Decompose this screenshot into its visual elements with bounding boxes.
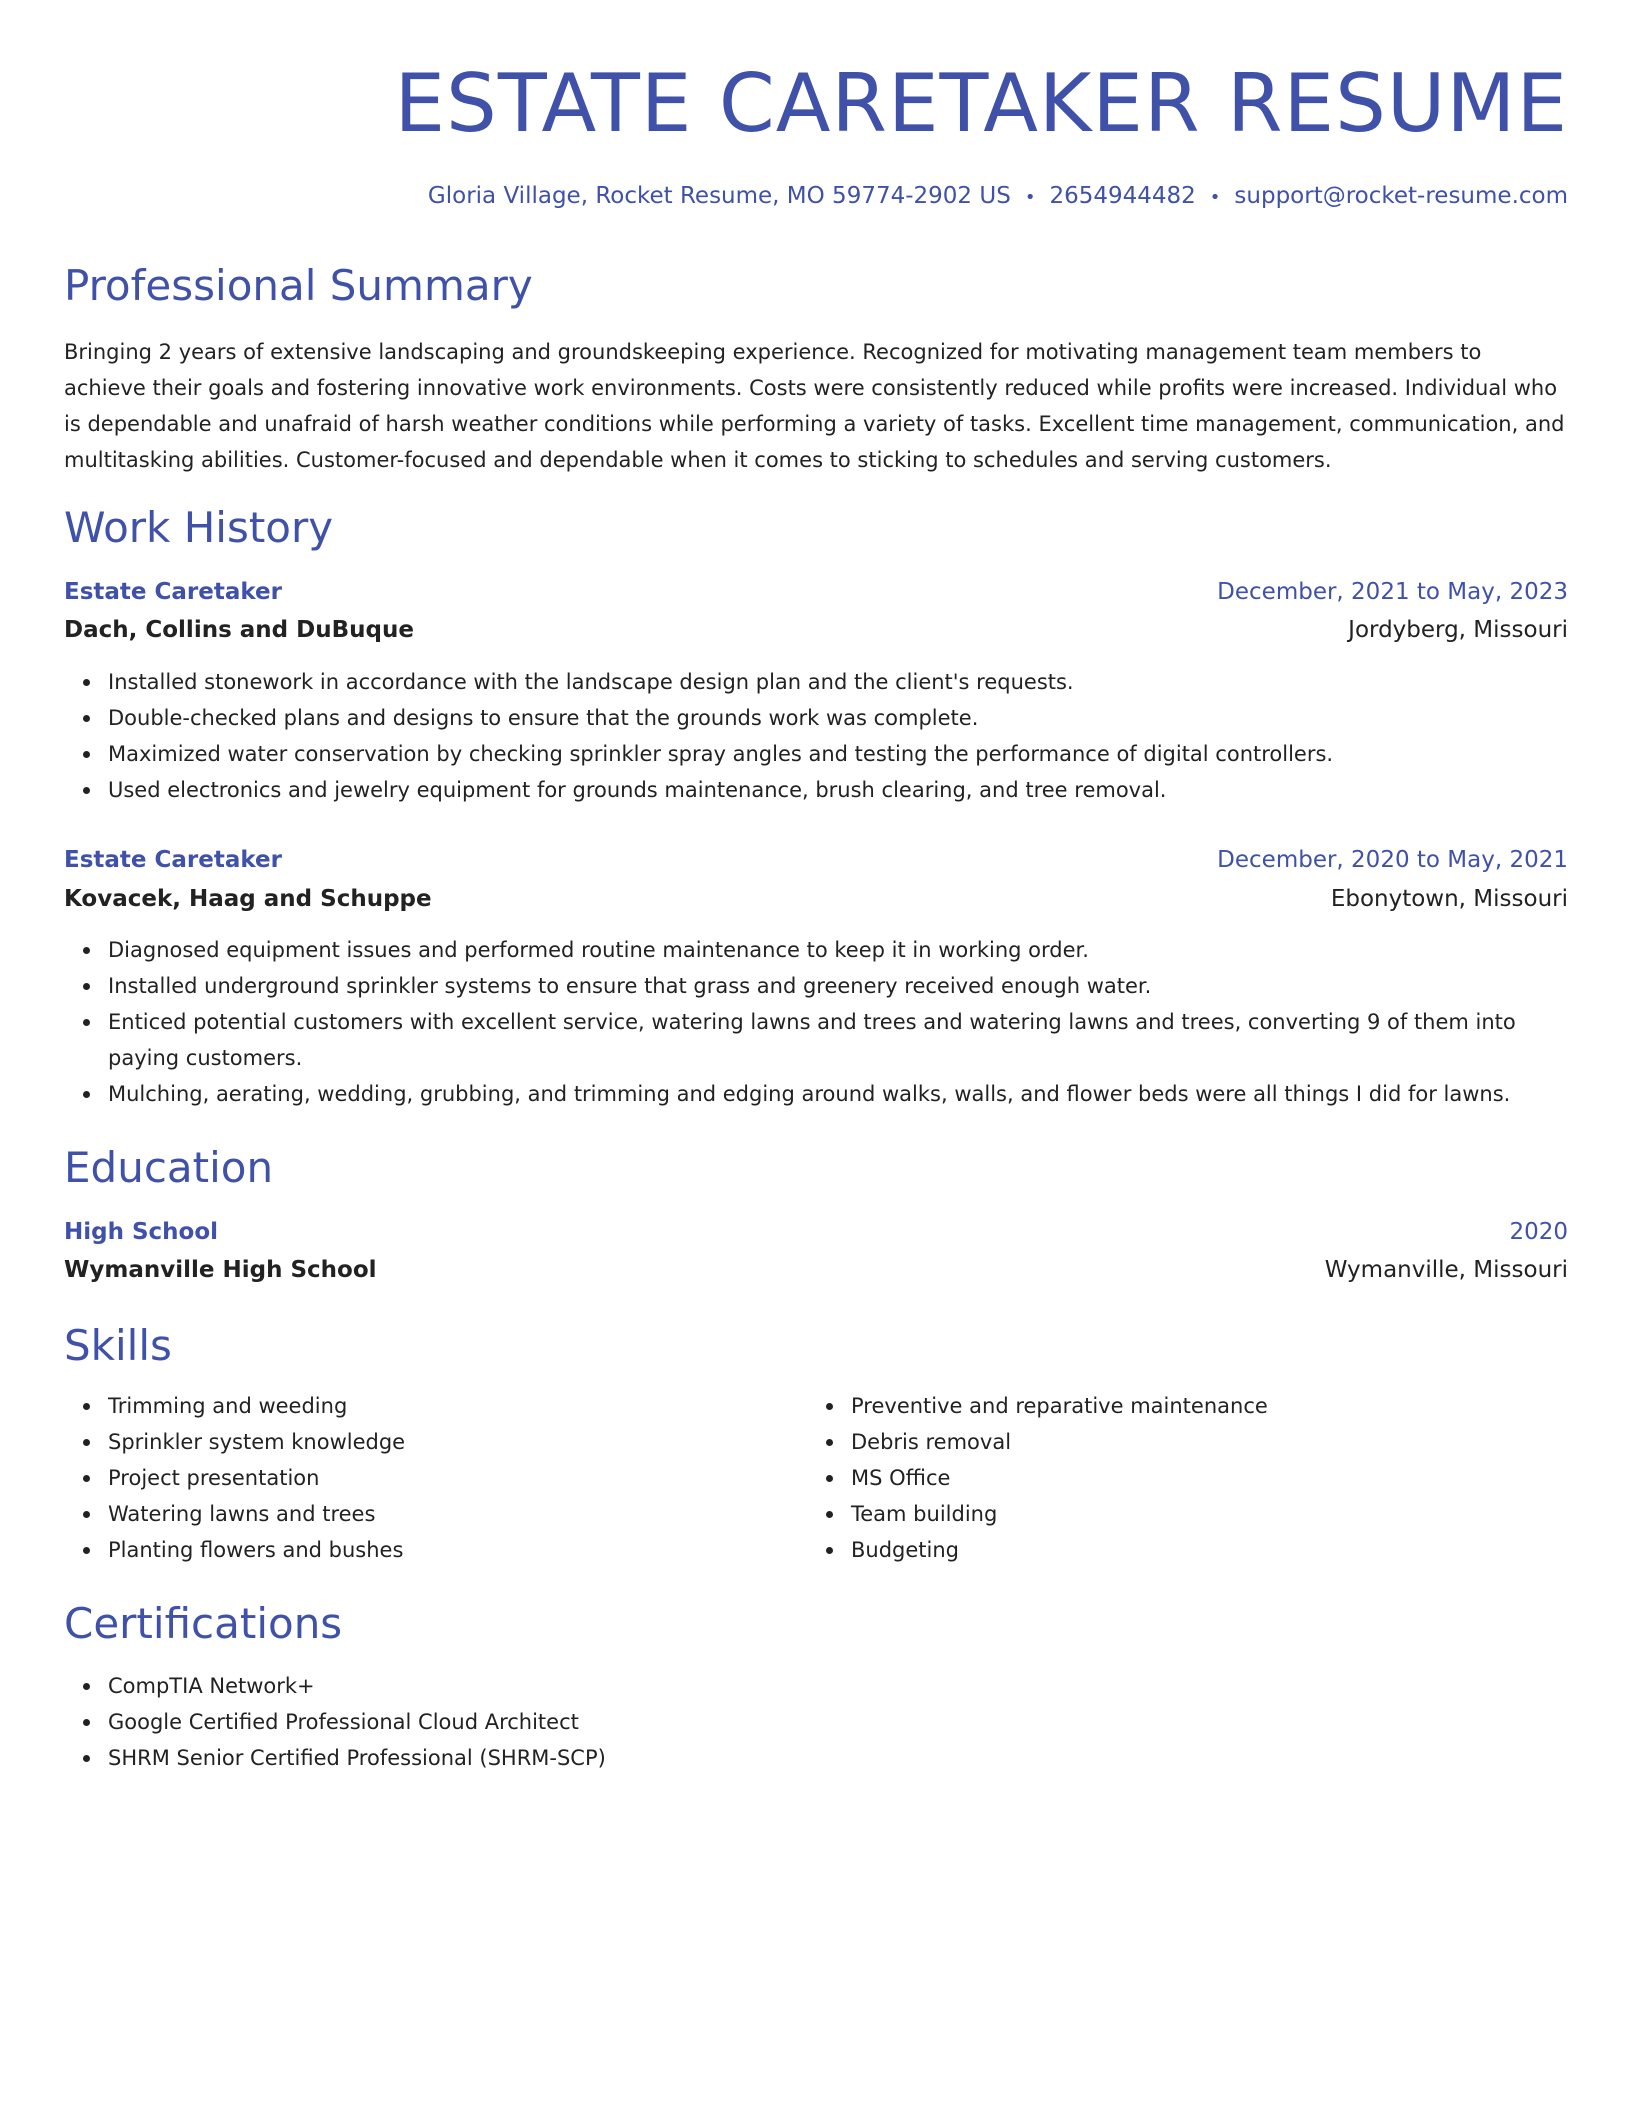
list-item: Debris removal (851, 1424, 1568, 1460)
education-year: 2020 (1509, 1219, 1568, 1245)
list-item: Budgeting (851, 1532, 1568, 1568)
skills-list-left (64, 1388, 808, 1568)
job-company: Kovacek, Haag and Schuppe (64, 886, 432, 912)
list-item: Installed underground sprinkler systems to ensure that grass and greenery received enough water. (108, 968, 1568, 1004)
list-item: Sprinkler system knowledge (108, 1424, 808, 1460)
job-employer-row (64, 611, 1568, 649)
list-item: Enticed potential customers with excellent service, watering lawns and trees and watering lawns and trees, converting 9 of them into paying customers. (108, 1004, 1568, 1076)
job-location: Ebonytown, Missouri (1330, 886, 1568, 912)
list-item: Used electronics and jewelry equipment for grounds maintenance, brush clearing, and tree removal. (108, 772, 1568, 808)
job-title: Estate Caretaker (64, 579, 282, 605)
education-degree: High School (64, 1219, 219, 1245)
list-item: Double-checked plans and designs to ensure that the grounds work was complete. (108, 700, 1568, 736)
summary-text: Bringing 2 years of extensive landscaping and groundskeeping experience. Recognized for motivating management team members to achieve their goals and fostering innovative work environments. Costs were consistently reduced while profits were increased. Individual who is dependable and unafraid of harsh weather conditions while performing a variety of tasks. Excellent time management, communication, and multitasking abilities. Customer-focused and dependable when it comes to sticking to schedules and serving customers. (64, 340, 1565, 472)
job-dates: December, 2021 to May, 2023 (1217, 579, 1568, 605)
contact-email: support@rocket-resume.com (1234, 183, 1568, 209)
skills-list-right (807, 1388, 1568, 1568)
list-item: Preventive and reparative maintenance (851, 1388, 1568, 1424)
education-school: Wymanville High School (64, 1257, 377, 1283)
contact-line (428, 180, 1568, 214)
summary-heading: Professional Summary (64, 261, 533, 310)
contact-separator: • (1024, 187, 1036, 208)
education-location: Wymanville, Missouri (1324, 1257, 1568, 1283)
contact-phone: 2654944482 (1049, 183, 1196, 209)
list-item: Mulching, aerating, wedding, grubbing, and trimming and edging around walks, walls, and flower beds were all things I did for lawns. (108, 1076, 1568, 1112)
job-title: Estate Caretaker (64, 847, 282, 873)
list-item: Watering lawns and trees (108, 1496, 808, 1532)
list-item: Installed stonework in accordance with the landscape design plan and the client's requests. (108, 664, 1568, 700)
job-employer-row (64, 880, 1568, 918)
list-item: CompTIA Network+ (108, 1668, 1568, 1704)
work-history-heading: Work History (64, 503, 334, 552)
list-item: Project presentation (108, 1460, 808, 1496)
job-company: Dach, Collins and DuBuque (64, 617, 414, 643)
job-dates: December, 2020 to May, 2021 (1217, 847, 1568, 873)
certifications-heading: Certifications (64, 1599, 343, 1648)
education-heading: Education (64, 1143, 274, 1192)
job-header (64, 841, 1568, 879)
list-item: MS Office (851, 1460, 1568, 1496)
job-duties-list (64, 664, 1568, 808)
list-item: Maximized water conservation by checking sprinkler spray angles and testing the performance of digital controllers. (108, 736, 1568, 772)
resume-title: ESTATE CARETAKER RESUME (394, 57, 1568, 150)
education-school-row (64, 1251, 1568, 1289)
contact-separator: • (1209, 187, 1221, 208)
job-location: Jordyberg, Missouri (1348, 617, 1568, 643)
certifications-list (64, 1668, 1568, 1776)
list-item: Team building (851, 1496, 1568, 1532)
list-item: Planting flowers and bushes (108, 1532, 808, 1568)
skills-heading: Skills (64, 1321, 172, 1370)
contact-address: Gloria Village, Rocket Resume, MO 59774-2902 US (427, 183, 1011, 209)
list-item: SHRM Senior Certified Professional (SHRM-SCP) (108, 1740, 1568, 1776)
list-item: Trimming and weeding (108, 1388, 808, 1424)
job-header (64, 573, 1568, 611)
job-duties-list (64, 932, 1568, 1112)
list-item: Google Certified Professional Cloud Architect (108, 1704, 1568, 1740)
list-item: Diagnosed equipment issues and performed routine maintenance to keep it in working order. (108, 932, 1568, 968)
education-header (64, 1213, 1568, 1251)
